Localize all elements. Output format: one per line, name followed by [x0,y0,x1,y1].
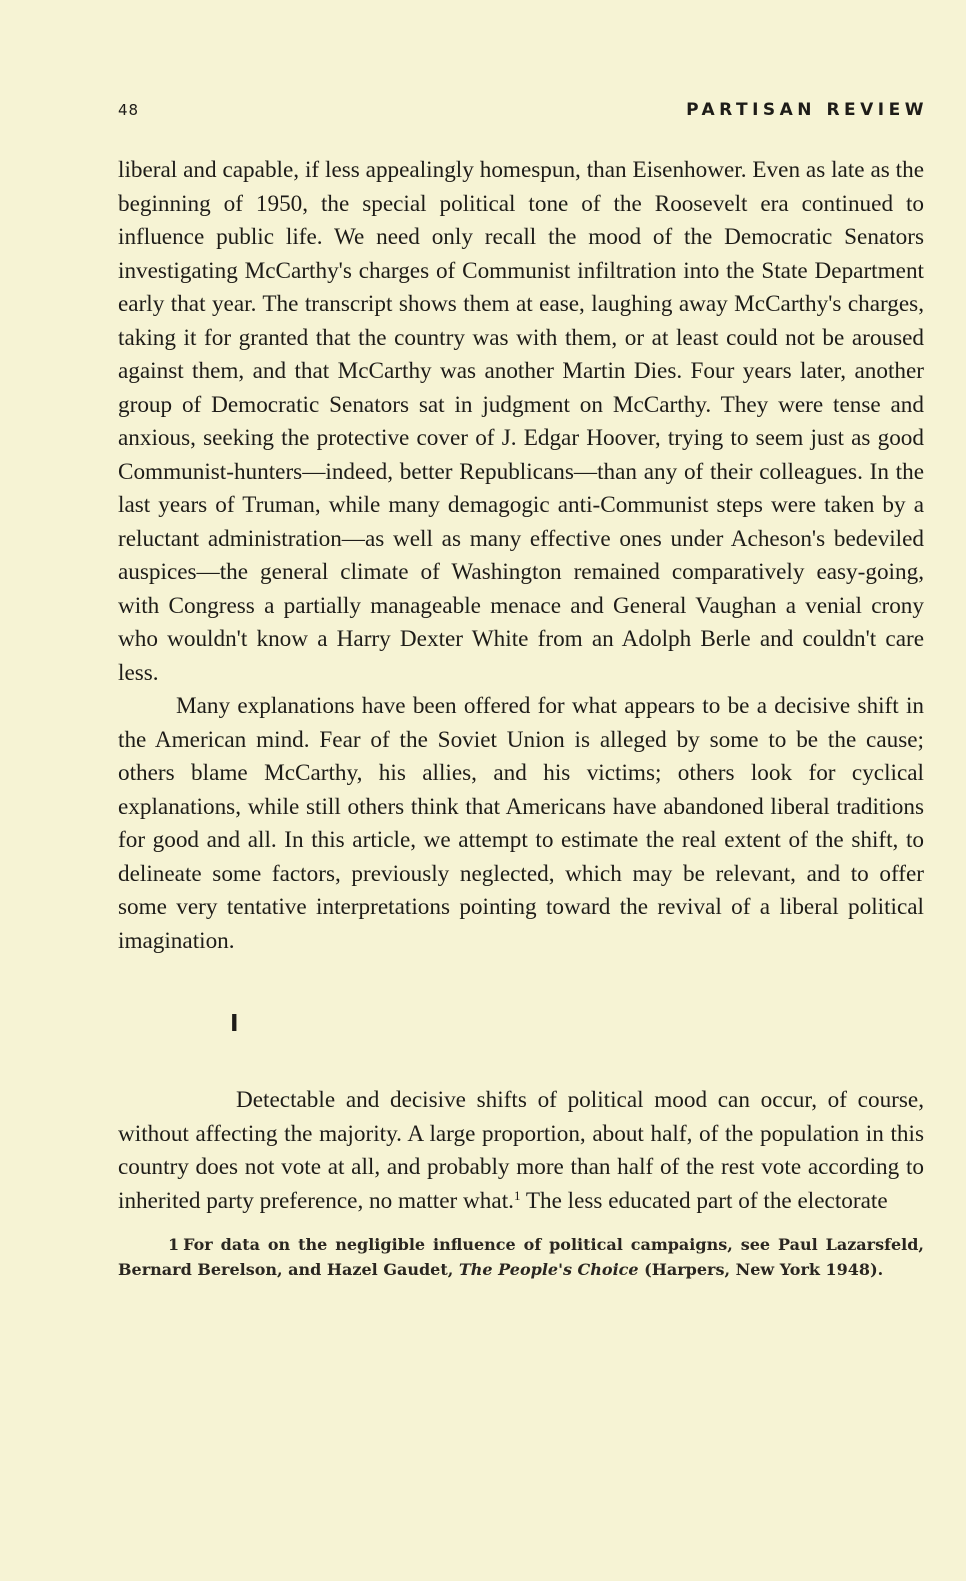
footnote [118,1232,924,1282]
section-paragraph-text: Detectable and decisive shifts of political mood can occur, of course, without affecting the majority. A large proportion, about half, of the population in this country does not vote at all, and probably more than half of the rest vote according to inherited party preference, no matter what. [118,1087,924,1214]
paragraph-continued: liberal and capable, if less appealingly homespun, than Eisenhower. Even as late as the beginning of 1950, the special political tone of the Roosevelt era continued to influence public life. We need only recall the mood of the Democratic Senators investigating McCarthy's charges of Communist infiltration into the State Department early that year. The transcript shows them at ease, laughing away McCarthy's charges, taking it for granted that the country was with them, or at least could not be aroused against them, and that McCarthy was another Martin Dies. Four years later, another group of Democratic Senators sat in judgment on McCarthy. They were tense and anxious, seeking the protective cover of J. Edgar Hoover, trying to seem just as good Communist-hunters—indeed, better Republicans—than any of their colleagues. In the last years of Truman, while many demagogic anti-Communist steps were taken by a reluctant administration—as well as many effective ones under Acheson's bedeviled auspices—the general climate of Washington remained comparatively easy-going, with Congress a partially manageable menace and General Vaughan a venial crony who wouldn't know a Harry Dexter White from an Adolph Berle and couldn't care less. [118,157,924,686]
section-heading: I [230,1011,239,1037]
running-head [118,100,928,132]
paragraph: Many explanations have been offered for what appears to be a decisive shift in the American mind. Fear of the Soviet Union is alleged by some to be the cause; others blame McCarthy, his allies, and his victims; others look for cyclical explanations, while still others think that Americans have abandoned liberal traditions for good and all. In this article, we attempt to estimate the real extent of the shift, to delineate some factors, previously neglected, which may be relevant, and to offer some very tentative interpretations pointing toward the revival of a liberal political imagination. [118,693,924,954]
section-paragraph-tail: The less educated part of the electorate [520,1187,888,1214]
journal-title: PARTISAN REVIEW [686,100,928,120]
footnote-cited-title: The People's Choice [458,1260,639,1279]
page-number: 48 [118,101,140,119]
footnote-text-after: (Harpers, New York 1948). [638,1260,884,1279]
book-page [118,100,928,1282]
footnote-number: 1 [168,1235,180,1254]
section-paragraph [118,1084,924,1218]
footnote-reference[interactable]: 1 [513,1187,521,1203]
footnote-text-before: For data on the negligible influence of political campaigns, see Paul Lazarsfeld, Bernard Berelson, and Hazel Gaudet, [118,1235,924,1279]
